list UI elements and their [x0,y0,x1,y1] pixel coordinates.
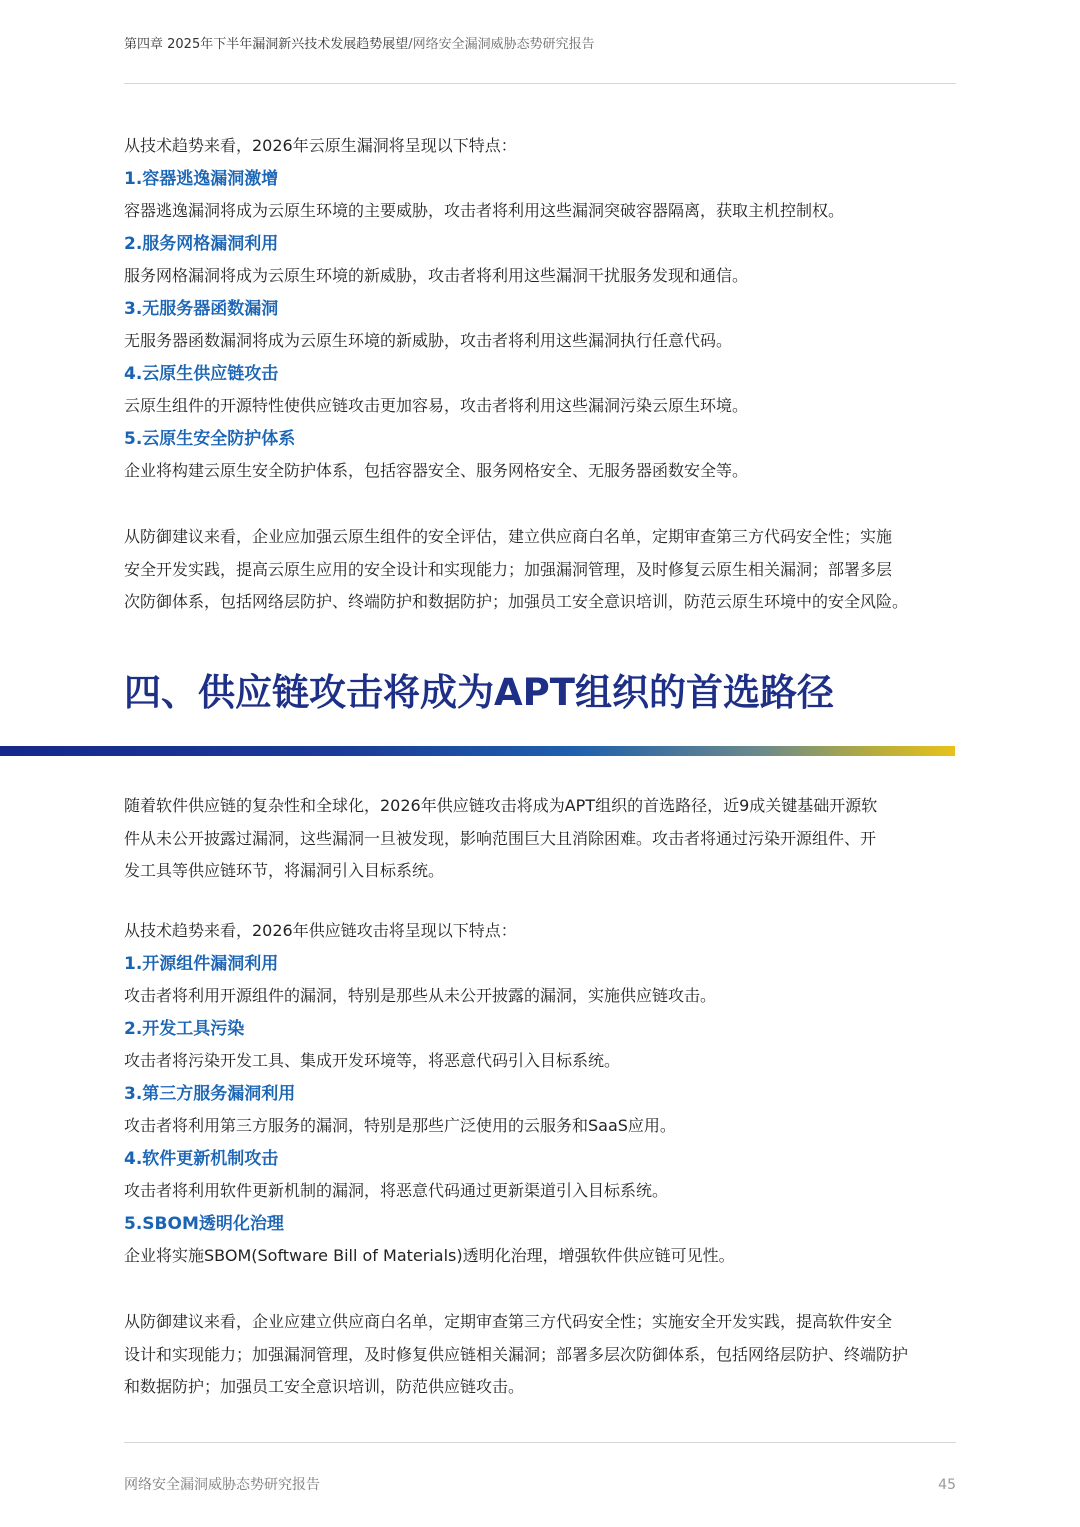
section-title: 四、供应链攻击将成为APT组织的首选路径 [124,671,834,714]
supply-item-title: 1.开源组件漏洞利用 [124,953,279,974]
supply-defense-line: 从防御建议来看，企业应建立供应商白名单，定期审查第三方代码安全性；实施安全开发实践，提高软件安全 [124,1312,893,1331]
header-report-title: 网络安全漏洞威胁态势研究报告 [412,37,595,52]
supply-item-title: 3.第三方服务漏洞利用 [124,1083,296,1104]
supply-chain-intro [124,790,974,888]
page-number: 45 [938,1477,956,1493]
cloud-item-desc: 无服务器函数漏洞将成为云原生环境的新威胁，攻击者将利用这些漏洞执行任意代码。 [124,331,733,350]
supply-trend-intro: 从技术趋势来看，2026年供应链攻击将呈现以下特点： [124,921,517,940]
cloud-native-defense [124,521,974,619]
supply-defense-line: 和数据防护；加强员工安全意识培训，防范供应链攻击。 [124,1377,525,1396]
supply-item-title: 5.SBOM透明化治理 [124,1213,284,1234]
cloud-item-title: 4.云原生供应链攻击 [124,363,279,384]
cloud-item-title: 3.无服务器函数漏洞 [124,298,279,319]
cloud-defense-line: 从防御建议来看，企业应加强云原生组件的安全评估，建立供应商白名单，定期审查第三方代码安全性；实施 [124,527,893,546]
supply-item-desc: 攻击者将利用开源组件的漏洞，特别是那些从未公开披露的漏洞，实施供应链攻击。 [124,986,717,1005]
cloud-item-title: 1.容器逃逸漏洞激增 [124,168,279,189]
cloud-item-desc: 服务网格漏洞将成为云原生环境的新威胁，攻击者将利用这些漏洞干扰服务发现和通信。 [124,266,749,285]
cloud-native-trends [124,130,974,488]
header-divider [124,83,956,84]
supply-item-desc: 攻击者将利用第三方服务的漏洞，特别是那些广泛使用的云服务和SaaS应用。 [124,1116,676,1135]
header-chapter: 第四章 2025年下半年漏洞新兴技术发展趋势展望 [124,37,409,52]
supply-chain-defense [124,1306,974,1404]
supply-defense-line: 设计和实现能力；加强漏洞管理，及时修复供应链相关漏洞；部署多层次防御体系，包括网络层防护、终端防护 [124,1344,909,1364]
footer-divider [124,1442,956,1443]
cloud-trend-intro: 从技术趋势来看，2026年云原生漏洞将呈现以下特点： [124,136,517,155]
cloud-item-title: 5.云原生安全防护体系 [124,428,296,449]
cloud-item-desc: 云原生组件的开源特性使供应链攻击更加容易，攻击者将利用这些漏洞污染云原生环境。 [124,396,749,415]
supply-item-desc: 攻击者将污染开发工具、集成开发环境等，将恶意代码引入目标系统。 [124,1051,621,1070]
supply-intro-line: 件从未公开披露过漏洞，这些漏洞一旦被发现，影响范围巨大且消除困难。攻击者将通过污染开源组件、开 [124,828,877,848]
footer-report-title: 网络安全漏洞威胁态势研究报告 [124,1477,320,1493]
cloud-item-desc: 容器逃逸漏洞将成为云原生环境的主要威胁，攻击者将利用这些漏洞突破容器隔离，获取主机控制权。 [124,201,845,220]
supply-intro-line: 发工具等供应链环节，将漏洞引入目标系统。 [124,861,445,880]
supply-item-desc: 企业将实施SBOM(Software Bill of Materials)透明化治理，增强软件供应链可见性。 [124,1246,735,1265]
cloud-item-desc: 企业将构建云原生安全防护体系，包括容器安全、服务网格安全、无服务器函数安全等。 [124,461,749,480]
cloud-defense-line: 次防御体系，包括网络层防护、终端防护和数据防护；加强员工安全意识培训，防范云原生环境中的安全风险。 [124,592,909,611]
supply-item-desc: 攻击者将利用软件更新机制的漏洞，将恶意代码通过更新渠道引入目标系统。 [124,1181,669,1200]
supply-item-title: 4.软件更新机制攻击 [124,1148,279,1169]
cloud-defense-line: 安全开发实践，提高云原生应用的安全设计和实现能力；加强漏洞管理，及时修复云原生相关漏洞；部署多层 [124,559,893,579]
supply-item-title: 2.开发工具污染 [124,1018,245,1039]
supply-intro-line: 随着软件供应链的复杂性和全球化，2026年供应链攻击将成为APT组织的首选路径，近9成关键基础开源软 [124,796,878,815]
header-separator: / [408,37,413,52]
running-header [124,36,956,54]
section-gradient-bar [0,746,955,756]
cloud-item-title: 2.服务网格漏洞利用 [124,233,279,254]
supply-chain-trends [124,915,974,1273]
